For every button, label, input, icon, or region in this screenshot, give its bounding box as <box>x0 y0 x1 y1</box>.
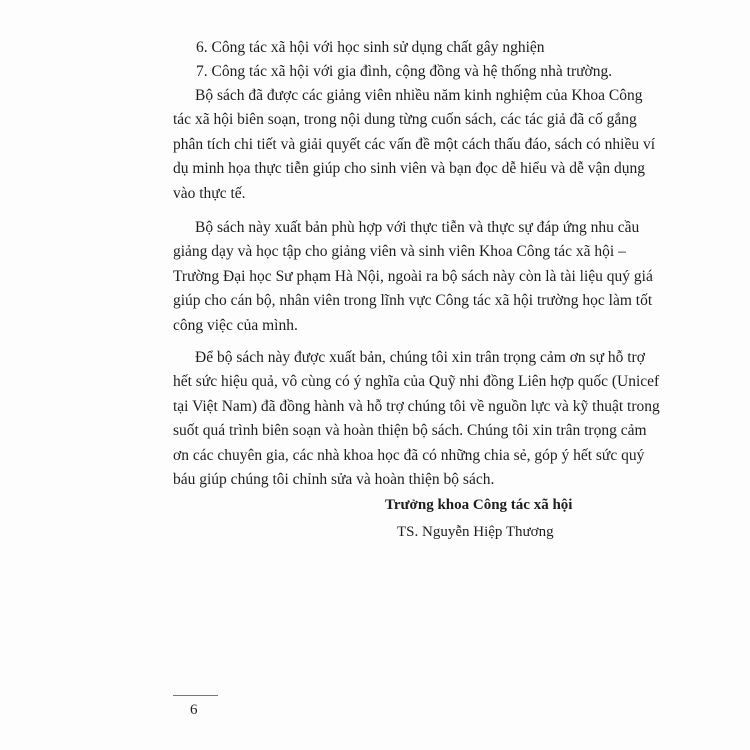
paragraph-1 <box>173 84 656 206</box>
text-line: vào thực tế. <box>173 184 246 202</box>
list-item-6: 6. Công tác xã hội với học sinh sử dụng chất gây nghiện <box>196 39 545 56</box>
signature-name: TS. Nguyễn Hiệp Thương <box>397 524 554 540</box>
text-line: suốt quá trình biên soạn và hoàn thiện bộ sách. Chúng tôi xin trân trọng cảm <box>173 422 647 440</box>
text-line: Bộ sách này xuất bản phù hợp với thực tiễn và thực sự đáp ứng nhu cầu <box>195 219 640 236</box>
text-line: dụ minh họa thực tiễn giúp cho sinh viên và bạn đọc dễ hiểu và dễ vận dụng <box>173 160 646 178</box>
text-line: tác xã hội biên soạn, trong nội dung từng cuốn sách, các tác giả đã cố gắng <box>173 111 637 129</box>
text-line: ơn các chuyên gia, các nhà khoa học đã có những chia sẻ, góp ý hết sức quý <box>173 446 645 464</box>
text-line: Trường Đại học Sư phạm Hà Nội, ngoài ra bộ sách này còn là tài liệu quý giá <box>173 267 653 285</box>
page-number: 6 <box>190 702 198 718</box>
text-line: giúp cho cán bộ, nhân viên trong lĩnh vực Công tác xã hội trường học làm tốt <box>173 292 653 310</box>
text-line: tại Việt Nam) đã đồng hành và hỗ trợ chúng tôi về nguồn lực và kỹ thuật trong <box>173 397 660 415</box>
signature-title: Trưởng khoa Công tác xã hội <box>385 497 573 513</box>
text-line: Để bộ sách này được xuất bản, chúng tôi xin trân trọng cảm ơn sự hỗ trợ <box>195 349 645 366</box>
footer-divider <box>173 695 218 696</box>
paragraph-2 <box>173 216 653 338</box>
text-line: công việc của mình. <box>173 316 298 334</box>
paragraph-3 <box>173 346 660 492</box>
text-line: hết sức hiệu quả, vô cùng có ý nghĩa của Quỹ nhi đồng Liên hợp quốc (Unicef <box>173 373 660 391</box>
list-item-7: 7. Công tác xã hội với gia đình, cộng đồng và hệ thống nhà trường. <box>196 63 613 80</box>
text-line: phân tích chi tiết và giải quyết các vấn đề một cách thấu đáo, sách có nhiều ví <box>173 135 656 153</box>
text-line: Bộ sách đã được các giảng viên nhiều năm kinh nghiệm của Khoa Công <box>195 87 643 104</box>
text-line: giảng dạy và học tập cho giảng viên và sinh viên Khoa Công tác xã hội – <box>173 243 626 261</box>
text-line: báu giúp chúng tôi chỉnh sửa và hoàn thiện bộ sách. <box>173 471 495 489</box>
